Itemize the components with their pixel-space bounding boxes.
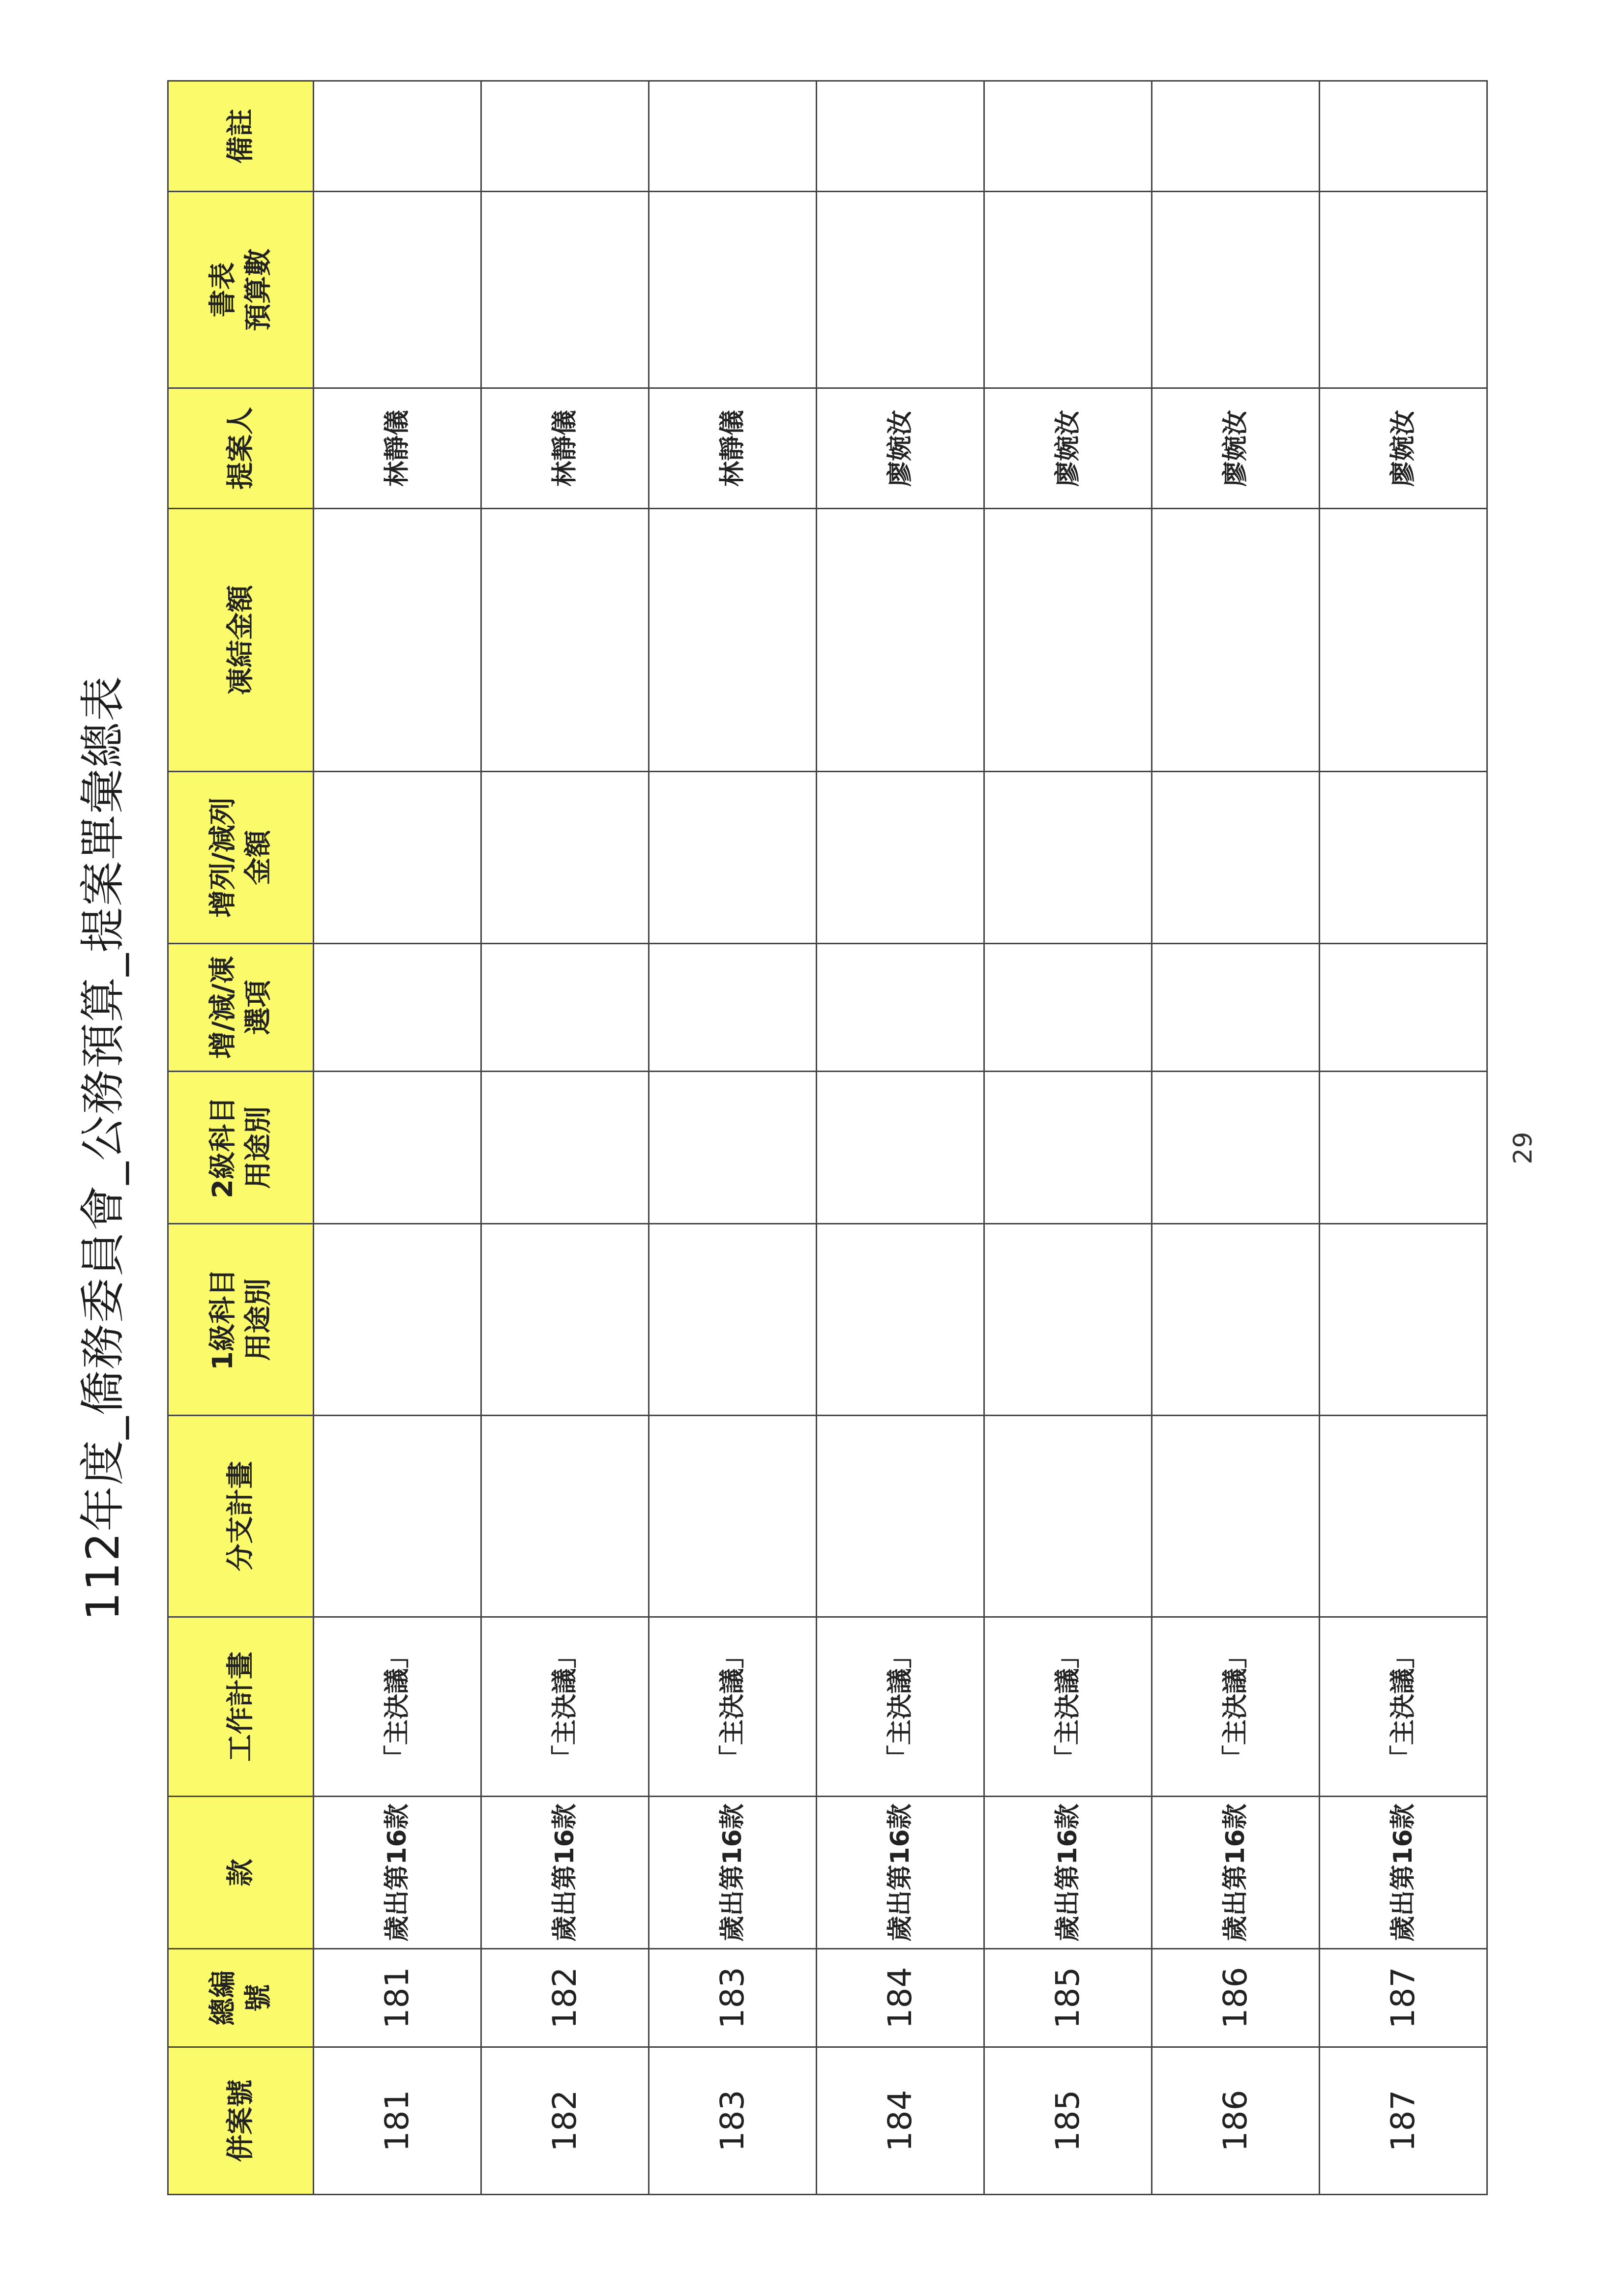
cell-proposer: 廖婉汝 bbox=[1152, 388, 1320, 509]
cell-option bbox=[481, 944, 649, 1072]
table-row bbox=[649, 81, 817, 2195]
cell-merge-no: 185 bbox=[984, 2047, 1152, 2195]
cell-total-no: 187 bbox=[1320, 1949, 1487, 2047]
cell-amount bbox=[481, 772, 649, 944]
cell-total-no: 184 bbox=[817, 1949, 984, 2047]
table-row bbox=[1320, 81, 1487, 2195]
cell-proposer: 廖婉汝 bbox=[1320, 388, 1487, 509]
col-header-frozen: 凍結金額 bbox=[168, 509, 314, 772]
cell-merge-no: 187 bbox=[1320, 2047, 1487, 2195]
cell-level2 bbox=[481, 1072, 649, 1224]
cell-sub-plan bbox=[649, 1416, 817, 1617]
col-header-proposer: 提案人 bbox=[168, 388, 314, 509]
cell-work-plan: 「主決議」 bbox=[1320, 1617, 1487, 1797]
document-title: 112年度_僑務委員會_公務預算_提案單彙總表 bbox=[77, 675, 129, 1621]
cell-level2 bbox=[1320, 1072, 1487, 1224]
cell-note bbox=[984, 81, 1152, 192]
cell-amount bbox=[314, 772, 481, 944]
cell-option bbox=[649, 944, 817, 1072]
cell-level1 bbox=[314, 1224, 481, 1416]
cell-sub-plan bbox=[481, 1416, 649, 1617]
cell-section: 歲出第16款 bbox=[1320, 1797, 1487, 1949]
cell-merge-no: 182 bbox=[481, 2047, 649, 2195]
header-row bbox=[168, 81, 314, 2195]
page-number: 29 bbox=[1508, 1132, 1538, 1164]
cell-section: 歲出第16款 bbox=[1152, 1797, 1320, 1949]
table-row bbox=[1152, 81, 1320, 2195]
cell-section: 歲出第16款 bbox=[481, 1797, 649, 1949]
cell-total-no: 181 bbox=[314, 1949, 481, 2047]
table-row bbox=[984, 81, 1152, 2195]
col-header-budget: 書表 預算數 bbox=[168, 192, 314, 388]
proposal-summary-table bbox=[167, 80, 1488, 2195]
cell-sub-plan bbox=[314, 1416, 481, 1617]
col-header-merge-no: 併案號 bbox=[168, 2047, 314, 2195]
cell-option bbox=[984, 944, 1152, 1072]
cell-total-no: 185 bbox=[984, 1949, 1152, 2047]
cell-proposer: 林靜儀 bbox=[314, 388, 481, 509]
cell-work-plan: 「主決議」 bbox=[984, 1617, 1152, 1797]
cell-budget bbox=[984, 192, 1152, 388]
cell-option bbox=[1320, 944, 1487, 1072]
cell-level2 bbox=[817, 1072, 984, 1224]
cell-level1 bbox=[481, 1224, 649, 1416]
cell-note bbox=[481, 81, 649, 192]
cell-level1 bbox=[1320, 1224, 1487, 1416]
cell-amount bbox=[1152, 772, 1320, 944]
cell-budget bbox=[649, 192, 817, 388]
cell-frozen bbox=[1152, 509, 1320, 772]
cell-budget bbox=[1320, 192, 1487, 388]
cell-note bbox=[1152, 81, 1320, 192]
cell-note bbox=[314, 81, 481, 192]
cell-note bbox=[1320, 81, 1487, 192]
cell-level1 bbox=[649, 1224, 817, 1416]
cell-merge-no: 186 bbox=[1152, 2047, 1320, 2195]
cell-work-plan: 「主決議」 bbox=[481, 1617, 649, 1797]
col-header-work-plan: 工作計畫 bbox=[168, 1617, 314, 1797]
cell-frozen bbox=[649, 509, 817, 772]
cell-amount bbox=[649, 772, 817, 944]
cell-frozen bbox=[314, 509, 481, 772]
col-header-sub-plan: 分支計畫 bbox=[168, 1416, 314, 1617]
cell-budget bbox=[1152, 192, 1320, 388]
col-header-option: 增/減/凍 選項 bbox=[168, 944, 314, 1072]
cell-note bbox=[649, 81, 817, 192]
cell-proposer: 廖婉汝 bbox=[984, 388, 1152, 509]
col-header-total-no: 總編 號 bbox=[168, 1949, 314, 2047]
cell-sub-plan bbox=[817, 1416, 984, 1617]
cell-frozen bbox=[1320, 509, 1487, 772]
cell-budget bbox=[314, 192, 481, 388]
cell-budget bbox=[817, 192, 984, 388]
cell-work-plan: 「主決議」 bbox=[1152, 1617, 1320, 1797]
cell-section: 歲出第16款 bbox=[314, 1797, 481, 1949]
cell-sub-plan bbox=[1152, 1416, 1320, 1617]
cell-note bbox=[817, 81, 984, 192]
cell-budget bbox=[481, 192, 649, 388]
cell-section: 歲出第16款 bbox=[817, 1797, 984, 1949]
cell-proposer: 林靜儀 bbox=[649, 388, 817, 509]
cell-frozen bbox=[481, 509, 649, 772]
cell-option bbox=[1152, 944, 1320, 1072]
cell-total-no: 183 bbox=[649, 1949, 817, 2047]
cell-merge-no: 183 bbox=[649, 2047, 817, 2195]
table-row bbox=[481, 81, 649, 2195]
cell-amount bbox=[1320, 772, 1487, 944]
cell-option bbox=[817, 944, 984, 1072]
cell-frozen bbox=[817, 509, 984, 772]
col-header-section: 款 bbox=[168, 1797, 314, 1949]
cell-total-no: 186 bbox=[1152, 1949, 1320, 2047]
col-header-level2: 2級科目 用途別 bbox=[168, 1072, 314, 1224]
cell-section: 歲出第16款 bbox=[984, 1797, 1152, 1949]
cell-level2 bbox=[314, 1072, 481, 1224]
cell-merge-no: 181 bbox=[314, 2047, 481, 2195]
cell-level2 bbox=[984, 1072, 1152, 1224]
col-header-level1: 1級科目 用途別 bbox=[168, 1224, 314, 1416]
cell-option bbox=[314, 944, 481, 1072]
cell-level1 bbox=[1152, 1224, 1320, 1416]
cell-merge-no: 184 bbox=[817, 2047, 984, 2195]
cell-section: 歲出第16款 bbox=[649, 1797, 817, 1949]
cell-proposer: 廖婉汝 bbox=[817, 388, 984, 509]
cell-work-plan: 「主決議」 bbox=[649, 1617, 817, 1797]
cell-level2 bbox=[1152, 1072, 1320, 1224]
cell-level2 bbox=[649, 1072, 817, 1224]
cell-amount bbox=[984, 772, 1152, 944]
cell-total-no: 182 bbox=[481, 1949, 649, 2047]
table-row bbox=[314, 81, 481, 2195]
cell-amount bbox=[817, 772, 984, 944]
cell-work-plan: 「主決議」 bbox=[817, 1617, 984, 1797]
col-header-note: 備註 bbox=[168, 81, 314, 192]
cell-level1 bbox=[817, 1224, 984, 1416]
cell-frozen bbox=[984, 509, 1152, 772]
col-header-amount: 增列/減列 金額 bbox=[168, 772, 314, 944]
table-row bbox=[817, 81, 984, 2195]
table-body bbox=[314, 81, 1487, 2195]
cell-work-plan: 「主決議」 bbox=[314, 1617, 481, 1797]
cell-proposer: 林靜儀 bbox=[481, 388, 649, 509]
cell-sub-plan bbox=[1320, 1416, 1487, 1617]
cell-sub-plan bbox=[984, 1416, 1152, 1617]
cell-level1 bbox=[984, 1224, 1152, 1416]
